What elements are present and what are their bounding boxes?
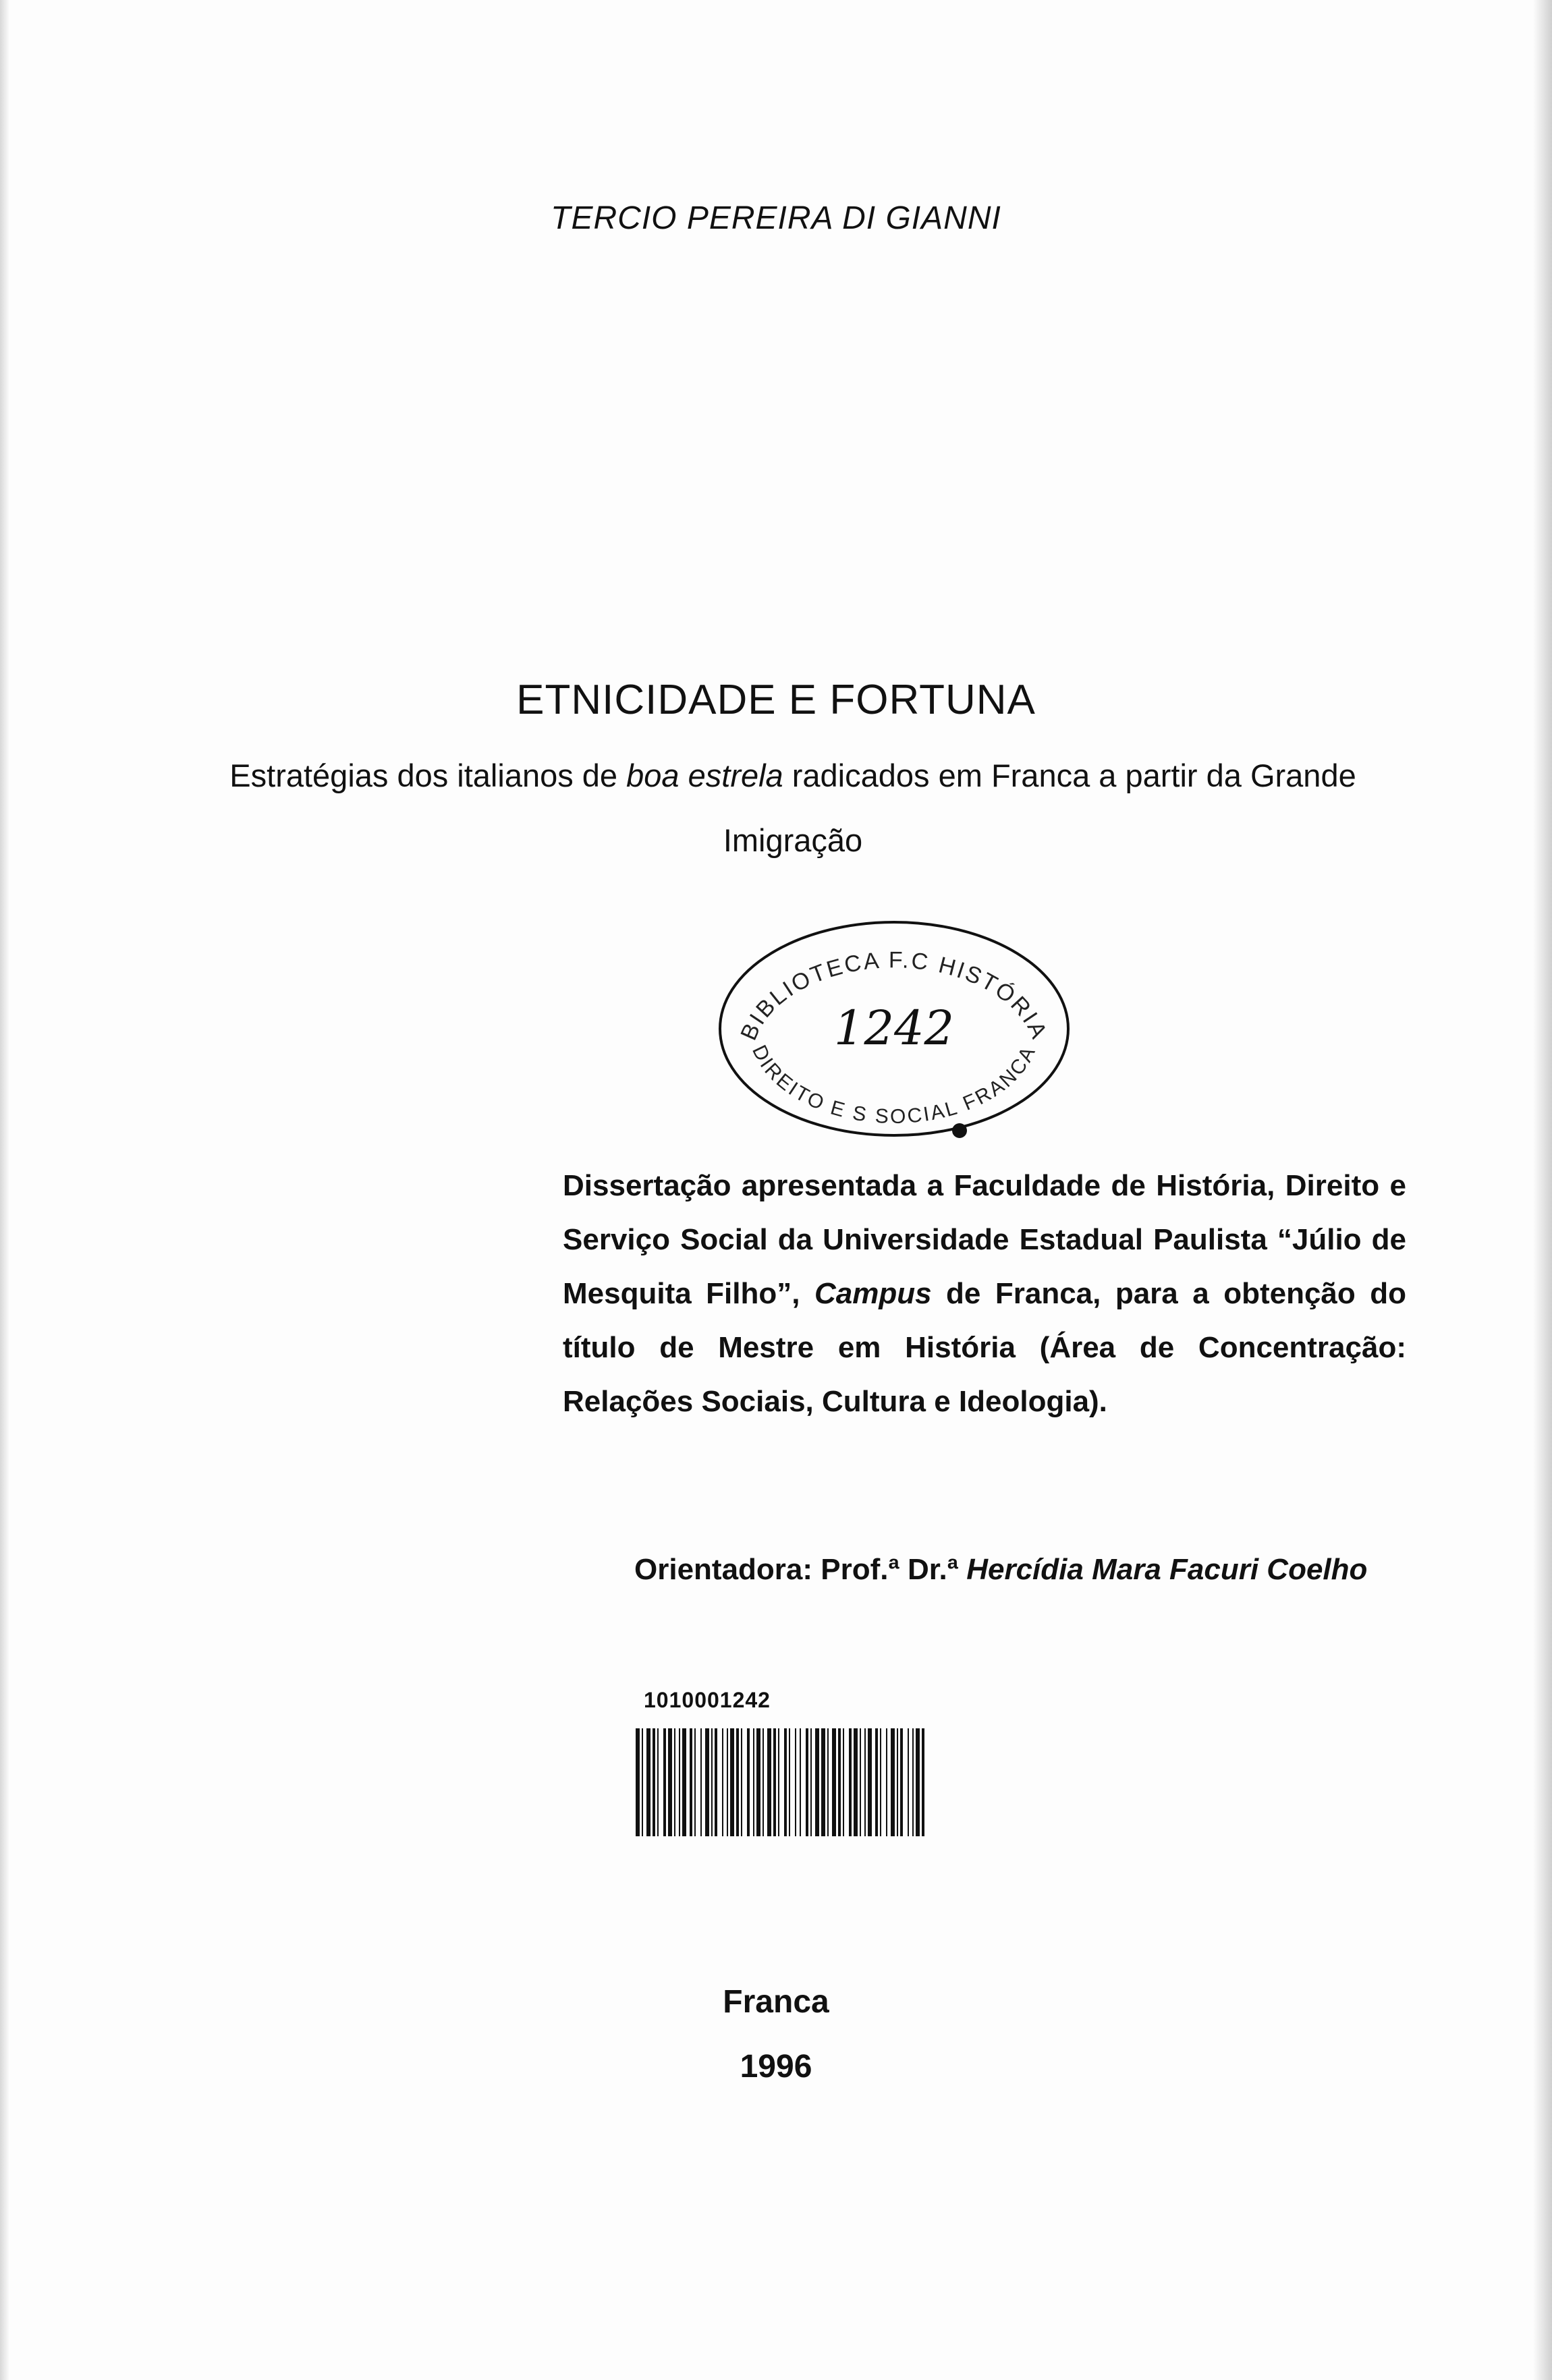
stamp-mark-icon — [952, 1123, 967, 1138]
place-of-publication: Franca — [723, 1984, 829, 2020]
barcode-number: 1010001242 — [644, 1688, 771, 1712]
advisor-label: Orientadora: Prof.ª Dr.ª — [634, 1553, 967, 1586]
advisor-name: Hercídia Mara Facuri Coelho — [966, 1553, 1368, 1586]
subtitle-text-end: radicados em Franca a partir da Grande Imigração — [723, 758, 1356, 858]
publication-year: 1996 — [740, 2049, 812, 2085]
stamp-top-text: BIBLIOTECA F.C HISTÓRIA — [736, 947, 1053, 1044]
barcode-image — [634, 1728, 927, 1836]
subtitle-text-start: Estratégias dos italianos de — [229, 758, 627, 793]
thesis-title: ETNICIDADE E FORTUNA — [516, 677, 1036, 723]
dissertation-text-start: Dissertação apresentada a Faculdade de História, Direito e Serviço Social da Universidade Estadual Paulista “Júlio de Mesquita Filho”, — [563, 1169, 1406, 1310]
dissertation-statement — [563, 1159, 1406, 1429]
dissertation-text-italic: Campus — [814, 1277, 932, 1310]
advisor-line — [634, 1553, 1367, 1587]
scan-edge-right — [1533, 0, 1552, 2380]
dissertation-text-end: de Franca, para a obtenção do título de Mestre em História (Área de Concentração: Relações Sociais, Cultura e Ideologia). — [563, 1277, 1406, 1418]
subtitle-text-italic: boa estrela — [626, 758, 783, 793]
stamp-number: 1242 — [833, 1000, 955, 1056]
thesis-subtitle — [216, 743, 1370, 873]
stamp-bottom-text: DIREITO E S SOCIAL FRANCA — [748, 1042, 1041, 1129]
author-name: TERCIO PEREIRA DI GIANNI — [551, 200, 1001, 236]
library-stamp — [709, 911, 1080, 1140]
scan-edge-left — [0, 0, 9, 2380]
